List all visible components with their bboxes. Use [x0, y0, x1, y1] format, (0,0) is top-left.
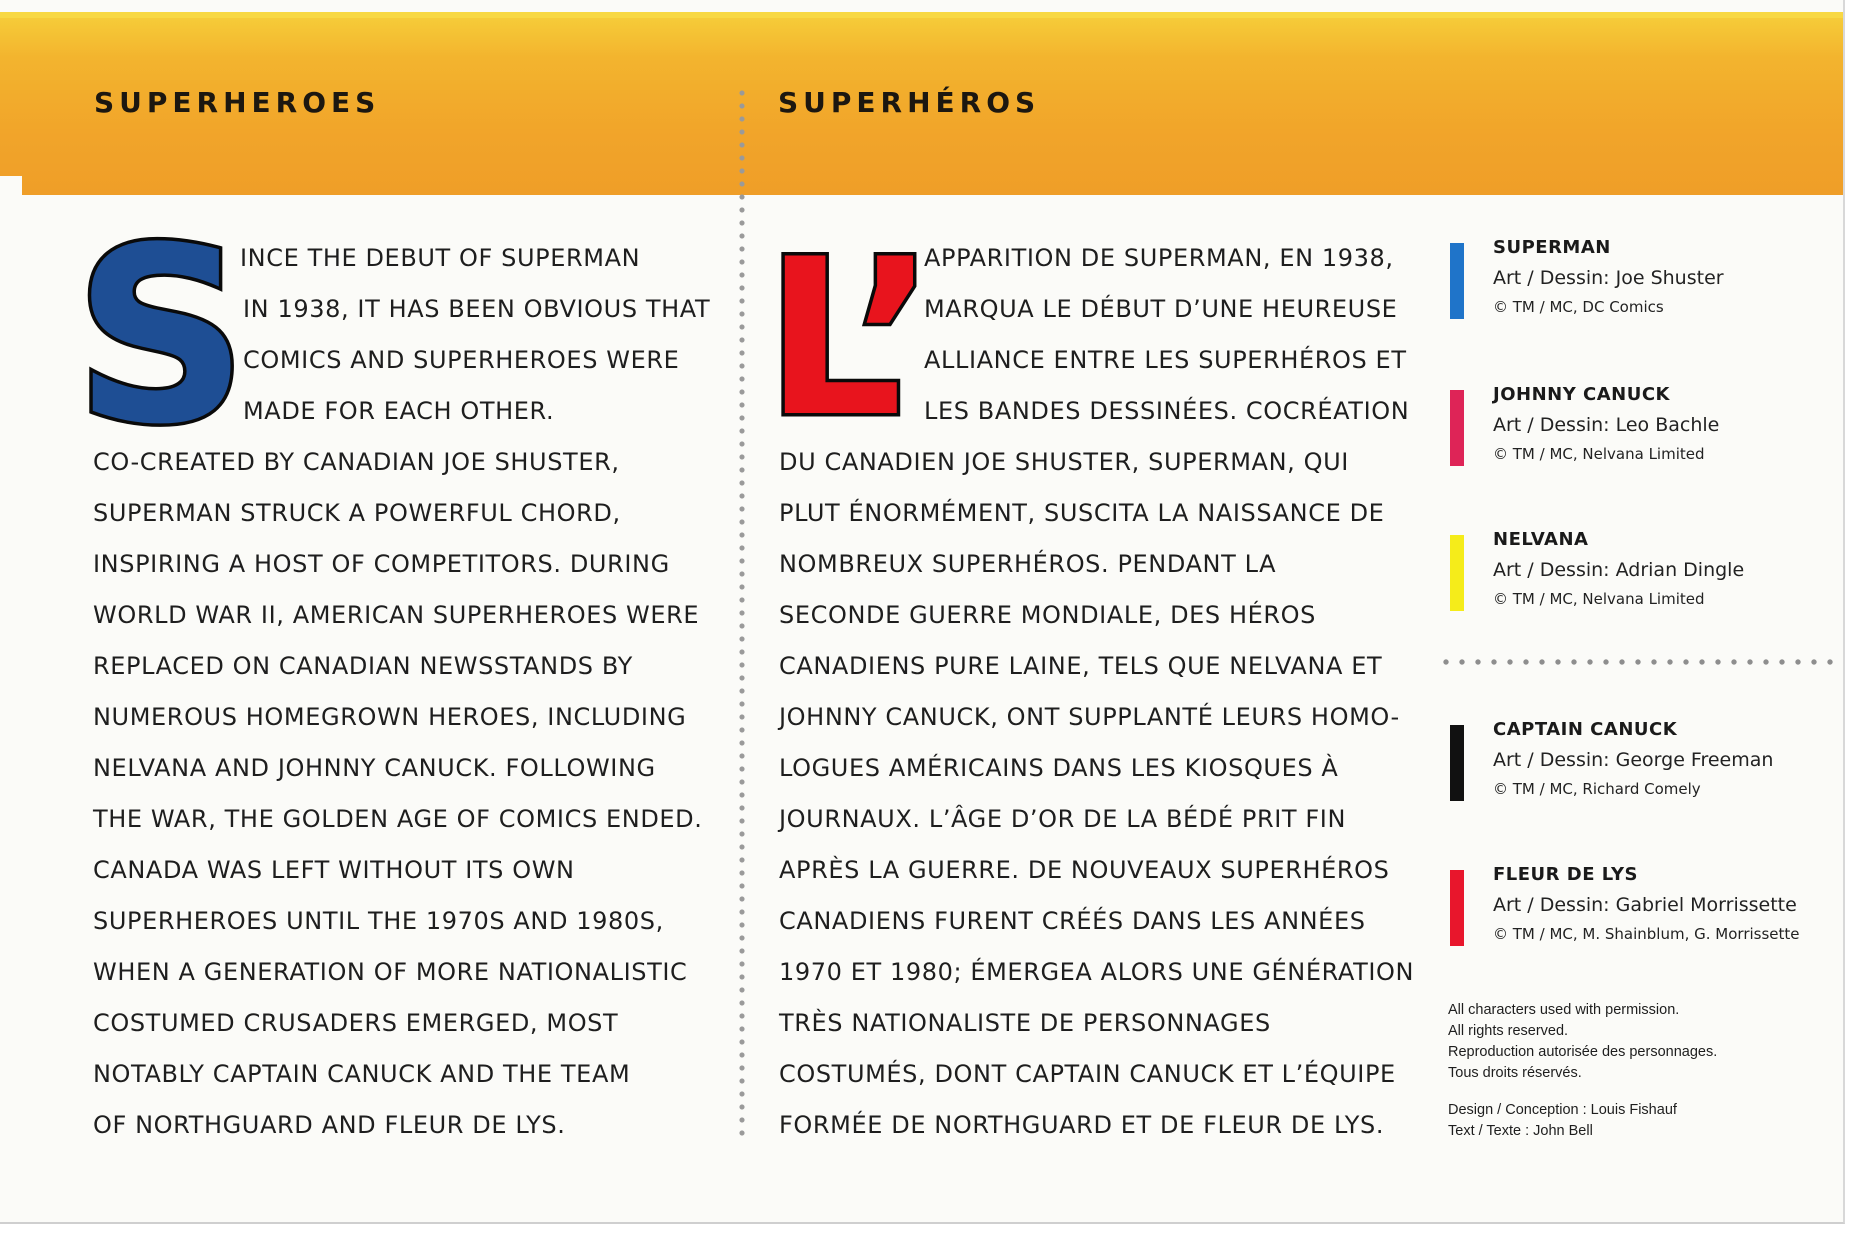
credit-rights: © TM / MC, Nelvana Limited: [1493, 445, 1705, 463]
en-line: CO-CREATED BY CANADIAN JOE SHUSTER,: [93, 448, 620, 476]
en-line: COSTUMED CRUSADERS EMERGED, MOST: [93, 1009, 619, 1037]
fr-line: TRÈS NATIONALISTE DE PERSONNAGES: [779, 1009, 1271, 1037]
en-line: OF NORTHGUARD AND FLEUR DE LYS.: [93, 1111, 566, 1139]
en-line: NOTABLY CAPTAIN CANUCK AND THE TEAM: [93, 1060, 631, 1088]
fr-line: MARQUA LE DÉBUT D’UNE HEUREUSE: [924, 295, 1398, 323]
fr-line: 1970 ET 1980; ÉMERGEA ALORS UNE GÉNÉRATION: [779, 958, 1415, 986]
design-line: Design / Conception : Louis Fishauf: [1448, 1102, 1677, 1118]
fr-line: COSTUMÉS, DONT CAPTAIN CANUCK ET L’ÉQUIPE: [779, 1060, 1396, 1088]
fr-line: JOHNNY CANUCK, ONT SUPPLANTÉ LEURS HOMO-: [779, 703, 1400, 731]
credit-artist: Art / Dessin: Leo Bachle: [1493, 414, 1720, 436]
credit-rights: © TM / MC, DC Comics: [1493, 298, 1664, 316]
en-line: INSPIRING A HOST OF COMPETITORS. DURING: [93, 550, 670, 578]
credit-rights: © TM / MC, M. Shainblum, G. Morrissette: [1493, 925, 1800, 943]
en-line: NELVANA AND JOHNNY CANUCK. FOLLOWING: [93, 754, 656, 782]
fr-line: SECONDE GUERRE MONDIALE, DES HÉROS: [779, 601, 1316, 629]
credit-artist: Art / Dessin: Joe Shuster: [1493, 267, 1724, 289]
fr-line: FORMÉE DE NORTHGUARD ET DE FLEUR DE LYS.: [779, 1111, 1385, 1139]
color-bar: [1450, 243, 1464, 319]
en-line: COMICS AND SUPERHEROES WERE: [243, 346, 680, 374]
note-line: All rights reserved.: [1448, 1023, 1569, 1039]
heading-french: SUPERHÉROS: [778, 86, 1041, 119]
credit-artist: Art / Dessin: Gabriel Morrissette: [1493, 894, 1797, 916]
en-line: IN 1938, IT HAS BEEN OBVIOUS THAT: [243, 295, 711, 323]
credit-name: JOHNNY CANUCK: [1493, 384, 1670, 405]
credit-johnny-canuck: [1448, 384, 1843, 470]
note-line: Tous droits réservés.: [1448, 1065, 1582, 1081]
credit-nelvana: [1448, 529, 1843, 615]
color-bar: [1450, 870, 1464, 946]
en-line: CANADA WAS LEFT WITHOUT ITS OWN: [93, 856, 575, 884]
credit-rights: © TM / MC, Richard Comely: [1493, 780, 1701, 798]
fr-line: LES BANDES DESSINÉES. COCRÉATION: [924, 397, 1410, 425]
credit-name: NELVANA: [1493, 529, 1589, 550]
credit-artist: Art / Dessin: George Freeman: [1493, 749, 1774, 771]
color-bar: [1450, 535, 1464, 611]
fr-line: APRÈS LA GUERRE. DE NOUVEAUX SUPERHÉROS: [779, 856, 1390, 884]
permission-notes: [1448, 1000, 1717, 1084]
fr-line: LOGUES AMÉRICAINS DANS LES KIOSQUES À: [779, 754, 1339, 782]
design-credits: [1448, 1100, 1677, 1142]
note-line: All characters used with permission.: [1448, 1002, 1680, 1018]
dropcap-s-letter: S: [73, 196, 249, 478]
credit-fleur-de-lys: [1448, 864, 1843, 950]
credit-rights: © TM / MC, Nelvana Limited: [1493, 590, 1705, 608]
fr-line: NOMBREUX SUPERHÉROS. PENDANT LA: [779, 550, 1277, 578]
band-notch: [0, 176, 22, 216]
credits-panel: [1448, 0, 1843, 1233]
color-bar: [1450, 390, 1464, 466]
en-line: WORLD WAR II, AMERICAN SUPERHEROES WERE: [93, 601, 700, 629]
french-text: [779, 233, 1414, 1151]
fr-line: DU CANADIEN JOE SHUSTER, SUPERMAN, QUI: [779, 448, 1349, 476]
note-line: Reproduction autorisée des personnages.: [1448, 1044, 1718, 1060]
color-bar: [1450, 725, 1464, 801]
fr-line: CANADIENS FURENT CRÉÉS DANS LES ANNÉES: [779, 907, 1366, 935]
credit-artist: Art / Dessin: Adrian Dingle: [1493, 559, 1745, 581]
fr-line: APPARITION DE SUPERMAN, EN 1938,: [924, 244, 1394, 272]
en-line: REPLACED ON CANADIAN NEWSSTANDS BY: [93, 652, 633, 680]
credit-superman: [1448, 237, 1843, 323]
english-text: [93, 233, 710, 1151]
en-line: THE WAR, THE GOLDEN AGE OF COMICS ENDED.: [93, 805, 703, 833]
en-line: MADE FOR EACH OTHER.: [243, 397, 555, 425]
en-line: INCE THE DEBUT OF SUPERMAN: [240, 244, 641, 272]
vertical-perforation: [739, 90, 745, 1142]
fr-line: PLUT ÉNORMÉMENT, SUSCITA LA NAISSANCE DE: [779, 499, 1385, 527]
design-line: Text / Texte : John Bell: [1448, 1123, 1593, 1139]
credit-captain-canuck: [1448, 719, 1843, 805]
credit-name: SUPERMAN: [1493, 237, 1611, 258]
en-line: SUPERHEROES UNTIL THE 1970S AND 1980S,: [93, 907, 664, 935]
fr-line: JOURNAUX. L’ÂGE D’OR DE LA BÉDÉ PRIT FIN: [779, 805, 1347, 833]
fr-line: ALLIANCE ENTRE LES SUPERHÉROS ET: [924, 346, 1407, 374]
fr-line: CANADIENS PURE LAINE, TELS QUE NELVANA ET: [779, 652, 1383, 680]
en-line: NUMEROUS HOMEGROWN HEROES, INCLUDING: [93, 703, 687, 731]
en-line: WHEN A GENERATION OF MORE NATIONALISTIC: [93, 958, 688, 986]
dropcap-l-letter: L’: [764, 213, 936, 464]
en-line: SUPERMAN STRUCK A POWERFUL CHORD,: [93, 499, 621, 527]
heading-english: SUPERHEROES: [94, 86, 381, 119]
credit-name: CAPTAIN CANUCK: [1493, 719, 1678, 740]
credit-name: FLEUR DE LYS: [1493, 864, 1638, 885]
